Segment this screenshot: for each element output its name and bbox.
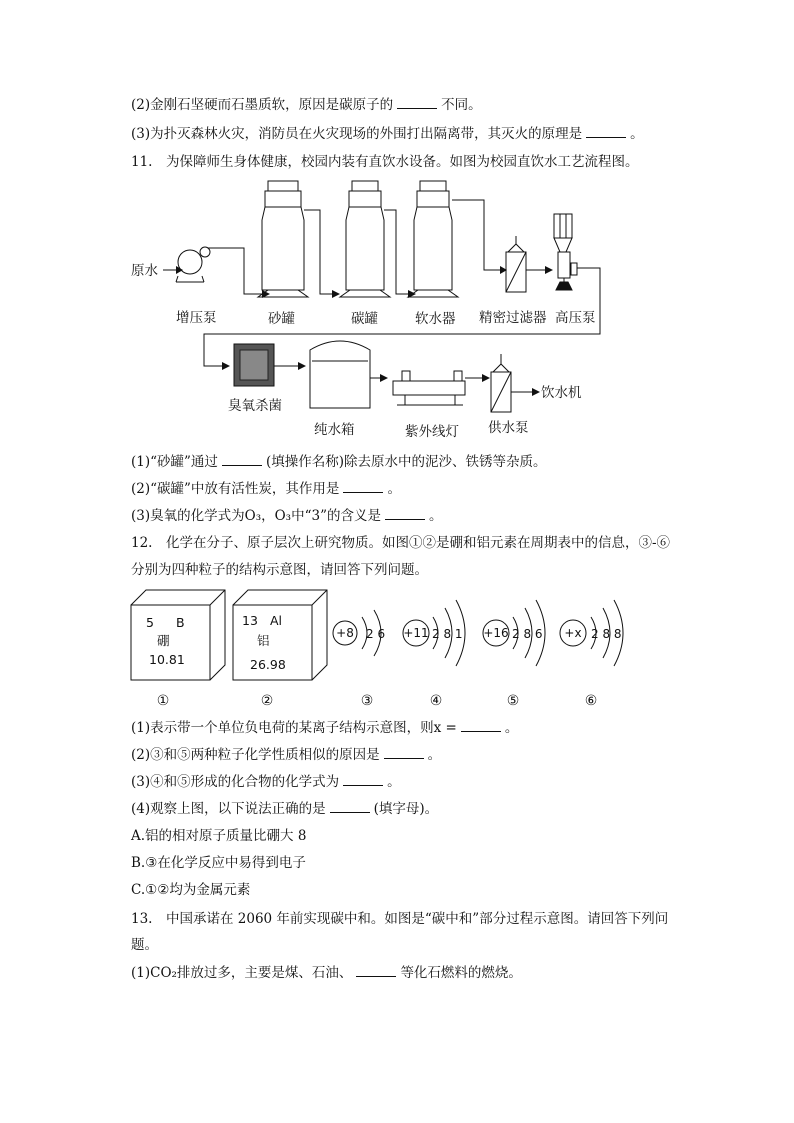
label-pure-water-tank: 纯水箱 (314, 422, 355, 438)
q13-stem-line1: 13. 中国承诺在 2060 年前实现碳中和。如图是“碳中和”部分过程示意图。请回答下列问 (131, 911, 669, 927)
label-dispenser: 饮水机 (541, 385, 582, 401)
label-booster-pump: 增压泵 (176, 310, 217, 326)
q12-option-a: A.铝的相对原子质量比硼大 8 (131, 828, 307, 844)
q12-part4-text: (4)观察上图，以下说法正确的是 (131, 801, 326, 817)
particle-6-shells: 2 8 8 (591, 627, 622, 641)
boron-number: 5 (146, 615, 154, 630)
label-supply-pump: 供水泵 (488, 420, 529, 436)
label-high-pressure-pump: 高压泵 (555, 310, 596, 326)
boron-symbol: B (176, 615, 185, 630)
q13-part1-end: 等化石燃料的燃烧。 (400, 965, 522, 981)
q10-part3-text: (3)为扑灭森林火灾，消防员在火灾现场的外围打出隔离带，其灭火的原理是 (131, 126, 583, 142)
q12-part3-end: 。 (387, 774, 401, 790)
q13-stem-line2: 题。 (131, 937, 158, 953)
q12-part3 (131, 773, 401, 791)
q12-part3-text: (3)④和⑤形成的化合物的化学式为 (131, 774, 340, 790)
label-sand-tank: 砂罐 (268, 311, 295, 327)
label-carbon-tank: 碳罐 (351, 311, 378, 327)
q11-stem: 11. 为保障师生身体健康，校园内装有直饮水设备。如图为校园直饮水工艺流程图。 (131, 154, 639, 170)
answer-blank[interactable] (343, 773, 383, 786)
q12-option-c: C.①②均为金属元素 (131, 882, 251, 898)
answer-blank[interactable] (384, 746, 424, 759)
particle-5-charge: +16 (483, 626, 509, 640)
q12-part1-text: (1)表示带一个单位负电荷的某离子结构示意图，则x = (131, 720, 457, 736)
answer-blank[interactable] (356, 964, 396, 977)
q11-part3-text: (3)臭氧的化学式为O₃，O₃中“3”的含义是 (131, 508, 381, 524)
q11-part2-text: (2)“碳罐”中放有活性炭，其作用是 (131, 481, 340, 497)
boron-cell (131, 605, 210, 680)
label-precision-filter: 精密过滤器 (479, 310, 547, 326)
q12-part1-end: 。 (504, 720, 519, 736)
q10-part2-text: (2)金刚石坚硬而石墨质软，原因是碳原子的 (131, 97, 394, 113)
particle-5-shells: 2 8 6 (512, 627, 543, 641)
boron-mass: 10.81 (149, 652, 185, 667)
marker-6: ⑥ (584, 693, 598, 709)
answer-blank[interactable] (330, 800, 370, 813)
aluminum-number: 13 (242, 613, 258, 628)
marker-2: ② (260, 693, 274, 709)
q11-part1-end: (填操作名称)除去原水中的泥沙、铁锈等杂质。 (265, 454, 547, 470)
q12-part2 (131, 746, 441, 764)
marker-1: ① (156, 693, 170, 709)
label-raw-water: 原水 (131, 263, 158, 279)
q11-part3-end: 。 (428, 508, 443, 524)
aluminum-symbol: Al (270, 613, 283, 628)
q12-stem-line2: 分别为四种粒子的结构示意图，请回答下列问题。 (131, 562, 428, 578)
marker-5: ⑤ (506, 693, 520, 709)
q13-part1-text: (1)CO₂排放过多，主要是煤、石油、 (131, 965, 353, 981)
marker-4: ④ (429, 693, 443, 709)
aluminum-name: 铝 (257, 633, 270, 648)
q12-part2-text: (2)③和⑤两种粒子化学性质相似的原因是 (131, 747, 380, 763)
q10-part3-end: 。 (630, 126, 644, 142)
marker-3: ③ (360, 693, 374, 709)
particle-4-shells: 2 8 1 (432, 627, 463, 641)
q12-part4-end: (填字母)。 (373, 801, 439, 817)
aluminum-mass: 26.98 (250, 657, 286, 672)
q12-part1 (131, 719, 518, 737)
label-softener: 软水器 (415, 311, 456, 327)
q10-part2-end: 不同。 (441, 97, 482, 113)
particle-3-charge: +8 (336, 626, 354, 640)
particle-3-shells: 2 6 (366, 627, 386, 641)
answer-blank[interactable] (461, 719, 501, 732)
label-ozone: 臭氧杀菌 (228, 398, 282, 414)
q13-part1 (131, 964, 522, 982)
label-uv-lamp: 紫外线灯 (405, 424, 459, 440)
q12-part4 (131, 800, 438, 818)
q12-option-b: B.③在化学反应中易得到电子 (131, 855, 306, 871)
q11-part2-end: 。 (387, 481, 401, 497)
q12-stem-line1: 12. 化学在分子、原子层次上研究物质。如图①②是硼和铝元素在周期表中的信息，③-⑥ (131, 535, 671, 551)
particle-4-charge: +11 (403, 626, 429, 640)
boron-name: 硼 (157, 633, 170, 648)
particle-6-charge: +x (564, 626, 582, 640)
q11-part1-text: (1)“砂罐”通过 (131, 454, 218, 470)
q12-part2-end: 。 (427, 747, 442, 763)
